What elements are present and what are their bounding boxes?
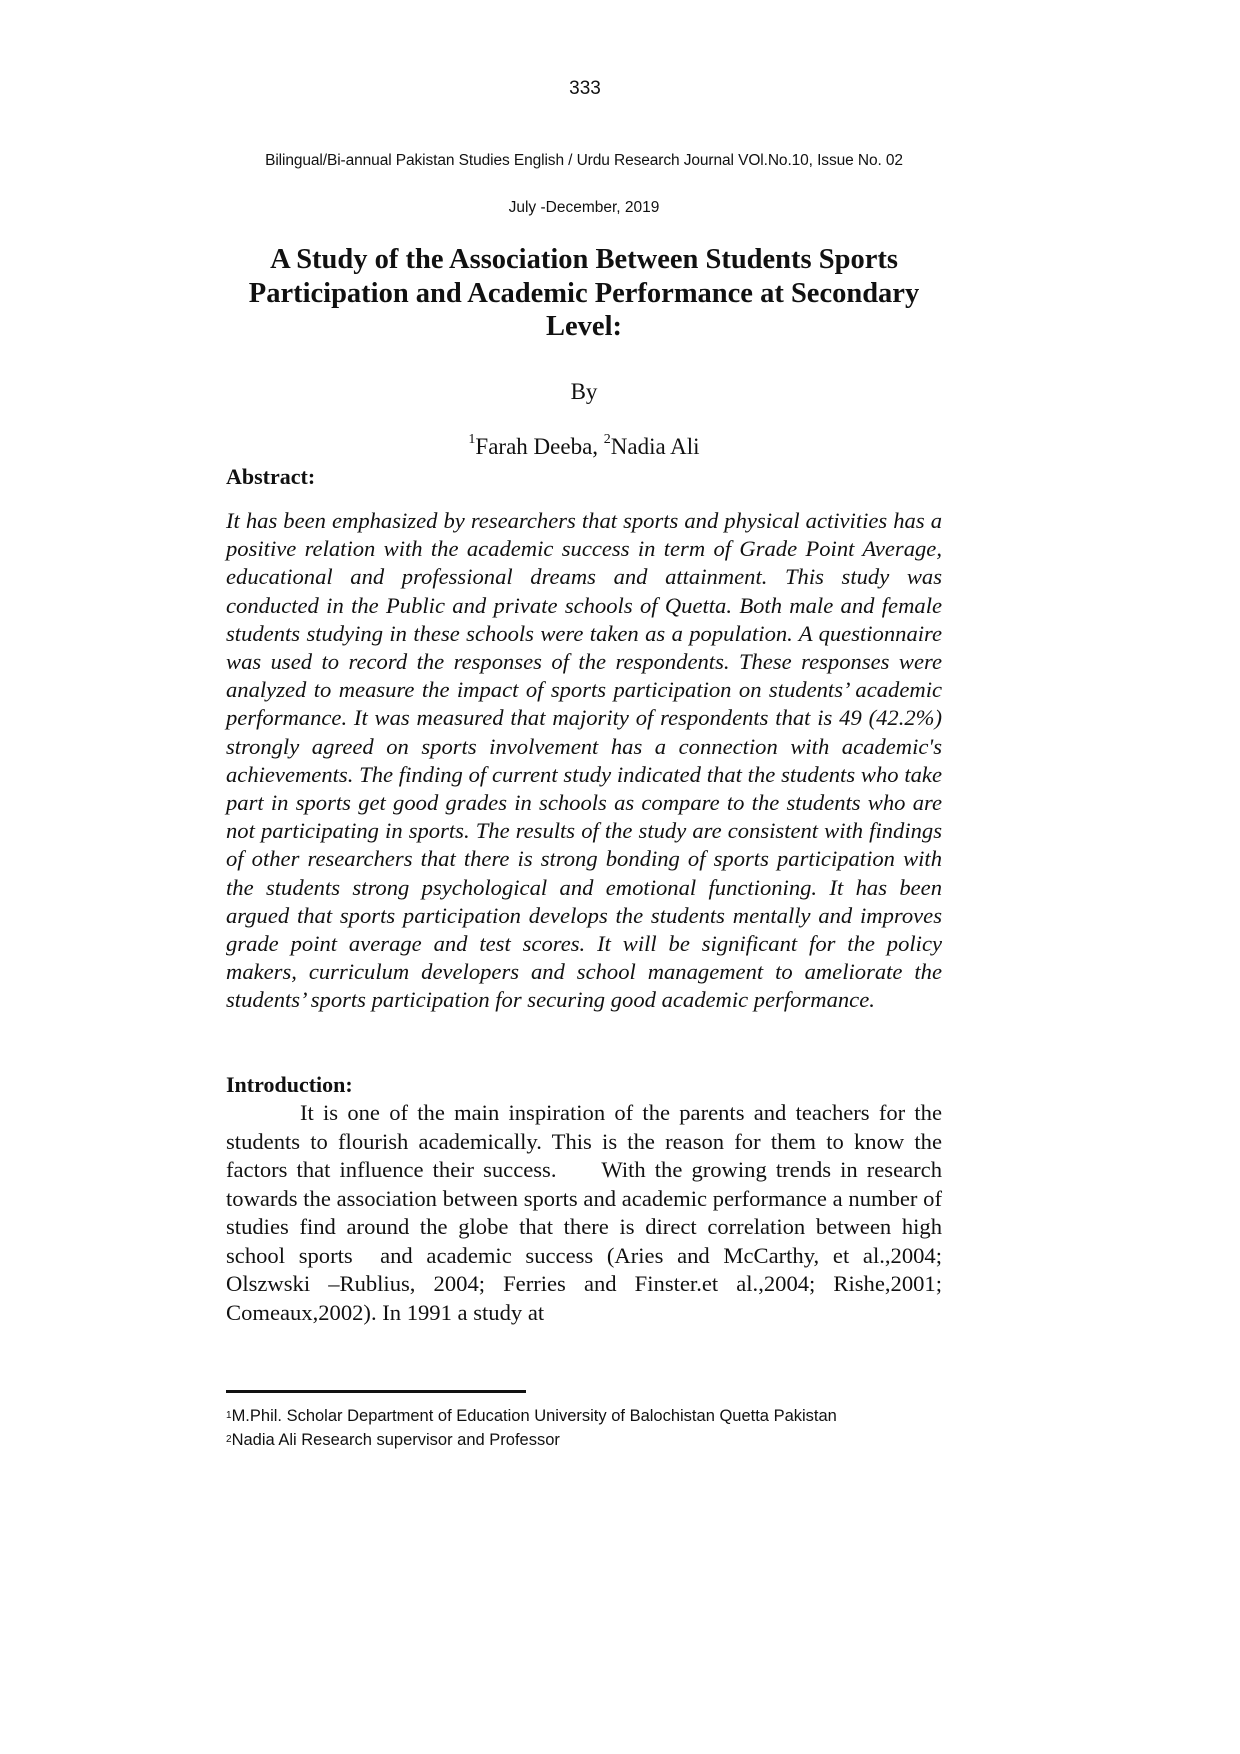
footnote-text: Nadia Ali Research supervisor and Professor bbox=[231, 1430, 560, 1449]
author-separator: , bbox=[592, 434, 604, 459]
abstract-text: It has been emphasized by researchers that sports and physical activities has a positive relation with the academic success in term of Grade Point Average, educational and professional dreams and attainment. This study was conducted in the Public and private schools of Quetta. Both male and female students studying in these schools were taken as a population. A questionnaire was used to record the responses of the respondents. These responses were analyzed to measure the impact of sports participation on students’ academic performance. It was measured that majority of respondents that is 49 (42.2%) strongly agreed on sports involvement has a connection with academic's achievements. The finding of current study indicated that the students who take part in sports get good grades in schools as compare to the students who are not participating in sports. The results of the study are consistent with findings of other researchers that there is strong bonding of sports participation with the students strong psychological and emotional functioning. It has been argued that sports participation develops the students mentally and improves grade point average and test scores. It will be significant for the policy makers, curriculum developers and school management to ameliorate the students’ sports participation for securing good academic performance. bbox=[226, 508, 942, 1013]
footnote-text: M.Phil. Scholar Department of Education University of Balochistan Quetta Pakistan bbox=[231, 1407, 837, 1425]
footnote bbox=[226, 1405, 966, 1429]
author-name: Farah Deeba bbox=[475, 434, 593, 459]
introduction-paragraph bbox=[226, 1099, 948, 1327]
footnote-marker: 1 bbox=[226, 1410, 232, 1421]
abstract-heading: Abstract: bbox=[226, 464, 316, 489]
footnote-marker: 2 bbox=[226, 1433, 232, 1445]
page-number: 333 bbox=[569, 78, 601, 99]
byline: By bbox=[570, 379, 598, 404]
paper-title: A Study of the Association Between Students Sports Participation and Academic Performance at Secondary Level: bbox=[248, 244, 920, 342]
footnote bbox=[226, 1429, 966, 1453]
introduction-text: It is one of the main inspiration of the parents and teachers for the students to flourish academically. This is the reason for them to know the factors that influence their success. With the growing trends in research towards the association between sports and academic performance a number of studies find around the globe that there is direct correlation between high school sports and academic success (Aries and McCarthy, et al.,2004; Olszwski –Rublius, 2004; Ferries and Finster.et al.,2004; Rishe,2001; Comeaux,2002). In 1991 a study at bbox=[226, 1100, 948, 1325]
author-marker: 1 bbox=[468, 432, 476, 447]
author-marker: 2 bbox=[603, 432, 611, 447]
footnotes bbox=[226, 1405, 966, 1452]
introduction-heading: Introduction: bbox=[226, 1072, 353, 1097]
issue-date: July -December, 2019 bbox=[508, 199, 660, 216]
author-list bbox=[228, 434, 940, 460]
journal-header: Bilingual/Bi-annual Pakistan Studies English / Urdu Research Journal VOl.No.10, Issue No. 02 bbox=[265, 152, 903, 169]
author-name: Nadia Ali bbox=[610, 434, 700, 459]
footnote-separator bbox=[226, 1390, 526, 1393]
